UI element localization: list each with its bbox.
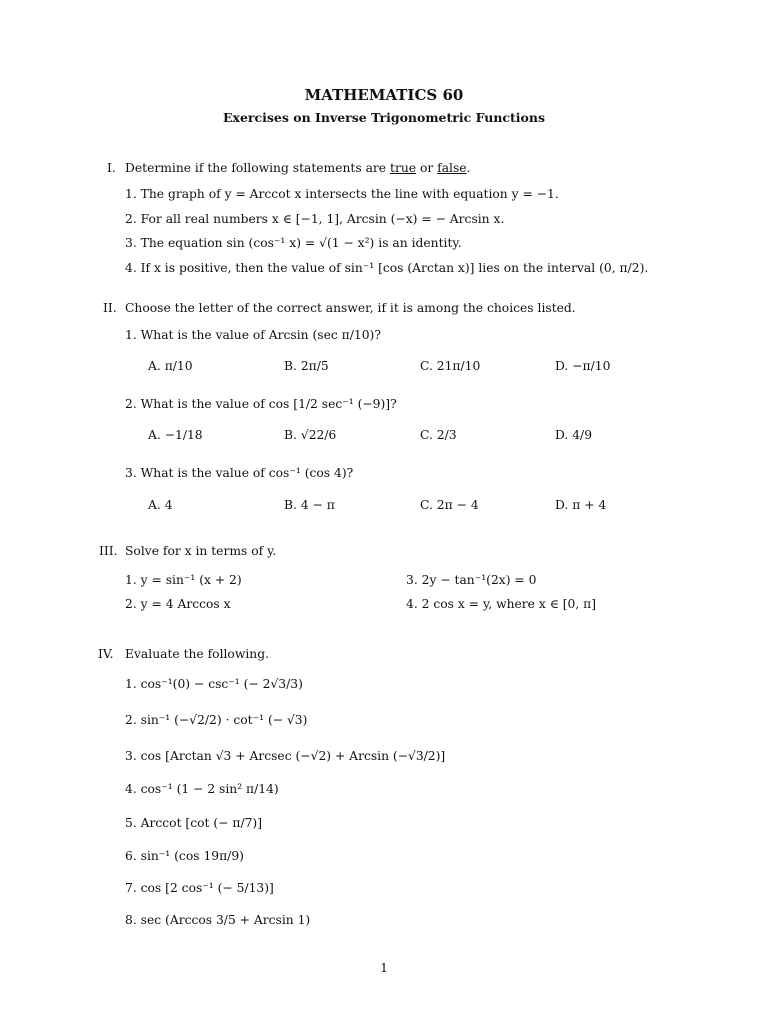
section-3-item-2: 2. y = 4 Arccos x bbox=[125, 597, 231, 611]
section-1-item-2: 2. For all real numbers x ∈ [−1, 1], Arcsin (−x) = − Arcsin x. bbox=[125, 212, 505, 226]
section-4-item-8: 8. sec (Arccos 3/5 + Arcsin 1) bbox=[125, 913, 311, 927]
section-4-item-4: 4. cos⁻¹ (1 − 2 sin² π/14) bbox=[125, 782, 279, 796]
section-4-item-2: 2. sin⁻¹ (−√2/2) · cot⁻¹ (− √3) bbox=[125, 713, 308, 727]
question-3-choice-a: A. 4 bbox=[148, 498, 173, 512]
question-2-choice-b: B. √22/6 bbox=[284, 428, 337, 442]
section-3-item-4: 4. 2 cos x = y, where x ∈ [0, π] bbox=[406, 597, 597, 611]
word-false: false bbox=[437, 161, 467, 175]
section-3-item-1: 1. y = sin⁻¹ (x + 2) bbox=[125, 573, 242, 587]
section-2-question-1: 1. What is the value of Arcsin (sec π/10)? bbox=[125, 328, 381, 342]
question-1-choice-d: D. −π/10 bbox=[555, 359, 611, 373]
question-2-choice-a: A. −1/18 bbox=[148, 428, 203, 442]
section-1-numeral: I. bbox=[107, 161, 116, 175]
question-3-choice-d: D. π + 4 bbox=[555, 498, 607, 512]
section-3-instruction: Solve for x in terms of y. bbox=[125, 544, 277, 558]
section-4-item-3: 3. cos [Arctan √3 + Arcsec (−√2) + Arcsin (−√3/2)] bbox=[125, 749, 446, 763]
word-or: or bbox=[419, 161, 434, 175]
question-3-choice-c: C. 2π − 4 bbox=[420, 498, 479, 512]
section-1-instruction: Determine if the following statements are true or false. bbox=[125, 161, 471, 175]
section-4-numeral: IV. bbox=[98, 647, 114, 661]
section-3-item-3: 3. 2y − tan⁻¹(2x) = 0 bbox=[406, 573, 537, 587]
section-1-item-1: 1. The graph of y = Arccot x intersects the line with equation y = −1. bbox=[125, 187, 559, 201]
document-subtitle: Exercises on Inverse Trigonometric Functions bbox=[222, 110, 546, 125]
section-2-question-2: 2. What is the value of cos [1/2 sec⁻¹ (−9)]? bbox=[125, 397, 397, 411]
question-1-choice-c: C. 21π/10 bbox=[420, 359, 481, 373]
section-4-item-7: 7. cos [2 cos⁻¹ (− 5/13)] bbox=[125, 881, 274, 895]
section-3-numeral: III. bbox=[99, 544, 118, 558]
section-1-item-3: 3. The equation sin (cos⁻¹ x) = √(1 − x²) is an identity. bbox=[125, 236, 462, 250]
section-2-numeral: II. bbox=[103, 301, 117, 315]
question-2-choice-c: C. 2/3 bbox=[420, 428, 457, 442]
section-4-item-1: 1. cos⁻¹(0) − csc⁻¹ (− 2√3/3) bbox=[125, 677, 303, 691]
question-3-choice-b: B. 4 − π bbox=[284, 498, 335, 512]
section-2-instruction: Choose the letter of the correct answer, if it is among the choices listed. bbox=[125, 301, 576, 315]
section-2-question-3: 3. What is the value of cos⁻¹ (cos 4)? bbox=[125, 466, 354, 480]
section-1-item-4: 4. If x is positive, then the value of sin⁻¹ [cos (Arctan x)] lies on the interval (0, π/2). bbox=[125, 261, 649, 275]
question-1-choice-a: A. π/10 bbox=[148, 359, 193, 373]
section-4-instruction: Evaluate the following. bbox=[125, 647, 269, 661]
section-1-instruction-text: Determine if the following statements are bbox=[125, 161, 387, 175]
section-4-item-6: 6. sin⁻¹ (cos 19π/9) bbox=[125, 849, 244, 863]
question-1-choice-b: B. 2π/5 bbox=[284, 359, 329, 373]
document-title: MATHEMATICS 60 bbox=[304, 86, 464, 104]
question-2-choice-d: D. 4/9 bbox=[555, 428, 593, 442]
page-number: 1 bbox=[380, 961, 388, 975]
section-4-item-5: 5. Arccot [cot (− π/7)] bbox=[125, 816, 263, 830]
word-true: true bbox=[390, 161, 417, 175]
